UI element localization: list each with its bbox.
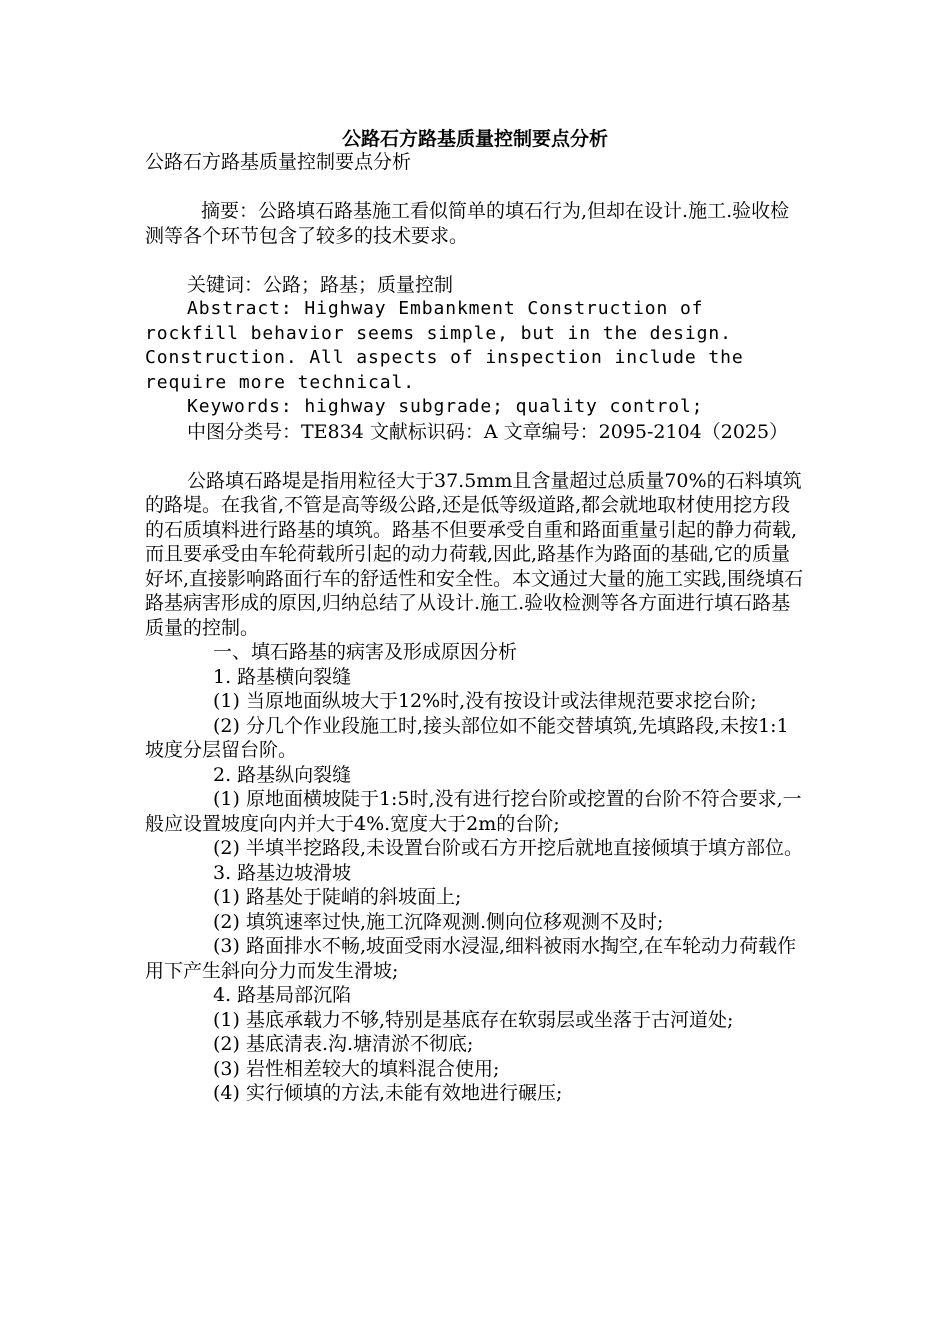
list-item: (3) 岩性相差较大的填料混合使用;	[213, 1057, 500, 1080]
list-item: (1) 原地面横坡陡于1:5时,没有进行挖台阶或挖置的台阶不符合要求,一般应设置坡度向内并大于4%.宽度大于2m的台阶;	[145, 788, 802, 835]
abstract-en: Abstract: Highway Embankment Construction of rockfill behavior seems simple, but in the design. Construction. All aspects of inspection include the require more technical.	[145, 298, 744, 393]
subsection-heading: 4. 路基局部沉陷	[213, 984, 352, 1006]
intro-paragraph: 公路填石路堤是指用粒径大于37.5mm且含量超过总质量70%的石料填筑的路堤。在我省,不管是高等级公路,还是低等级道路,都会就地取材使用挖方段的石质填料进行路基的填筑。路基不但要承受自重和路面重量引起的静力荷载,而且要承受由车轮荷载所引起的动力荷载,因此,路基作为路面的基础,它的质量好坏,直接影响路面行车的舒适性和安全性。本文通过大量的施工实践,围绕填石路基病害形成的原因,归纳总结了从设计.施工.验收检测等各方面进行填石路基质量的控制。	[145, 469, 804, 639]
abstract-cn: 摘要：公路填石路基施工看似简单的填石行为,但却在设计.施工.验收检测等各个环节包含了较多的技术要求。	[145, 200, 790, 247]
list-item: (2) 基底清表.沟.塘清淤不彻底;	[213, 1033, 474, 1055]
list-item: (1) 当原地面纵坡大于12%时,没有按设计或法律规范要求挖台阶;	[213, 690, 757, 712]
classification-line: 中图分类号：TE834 文献标识码：A 文章编号：2095-2104（2025）	[187, 420, 789, 443]
list-item: (1) 路基处于陡峭的斜坡面上;	[213, 886, 462, 908]
subsection-heading: 3. 路基边坡滑坡	[213, 861, 352, 884]
list-item: (3) 路面排水不畅,坡面受雨水浸湿,细料被雨水掏空,在车轮动力荷载作用下产生斜向分力而发生滑坡;	[145, 935, 797, 982]
document-subtitle: 公路石方路基质量控制要点分析	[145, 151, 412, 173]
subsection-heading: 1. 路基横向裂缝	[213, 665, 352, 688]
keywords-en: Keywords: highway subgrade; quality control;	[187, 396, 704, 417]
document-title: 公路石方路基质量控制要点分析	[341, 128, 608, 150]
document-body	[145, 150, 807, 1106]
list-item: (1) 基底承载力不够,特别是基底存在软弱层或坐落于古河道处;	[213, 1008, 734, 1031]
list-item: (2) 半填半挖路段,未设置台阶或石方开挖后就地直接倾填于填方部位。	[213, 837, 803, 859]
list-item: (2) 分几个作业段施工时,接头部位如不能交替填筑,先填路段,未按1:1坡度分层留台阶。	[145, 714, 789, 761]
list-item: (2) 填筑速率过快,施工沉降观测.侧向位移观测不及时;	[213, 910, 664, 933]
keywords-cn: 关键词：公路；路基；质量控制	[187, 273, 454, 296]
subsection-heading: 2. 路基纵向裂缝	[213, 763, 352, 786]
section-heading: 一、填石路基的病害及形成原因分析	[213, 641, 518, 663]
list-item: (4) 实行倾填的方法,未能有效地进行碾压;	[213, 1082, 563, 1104]
